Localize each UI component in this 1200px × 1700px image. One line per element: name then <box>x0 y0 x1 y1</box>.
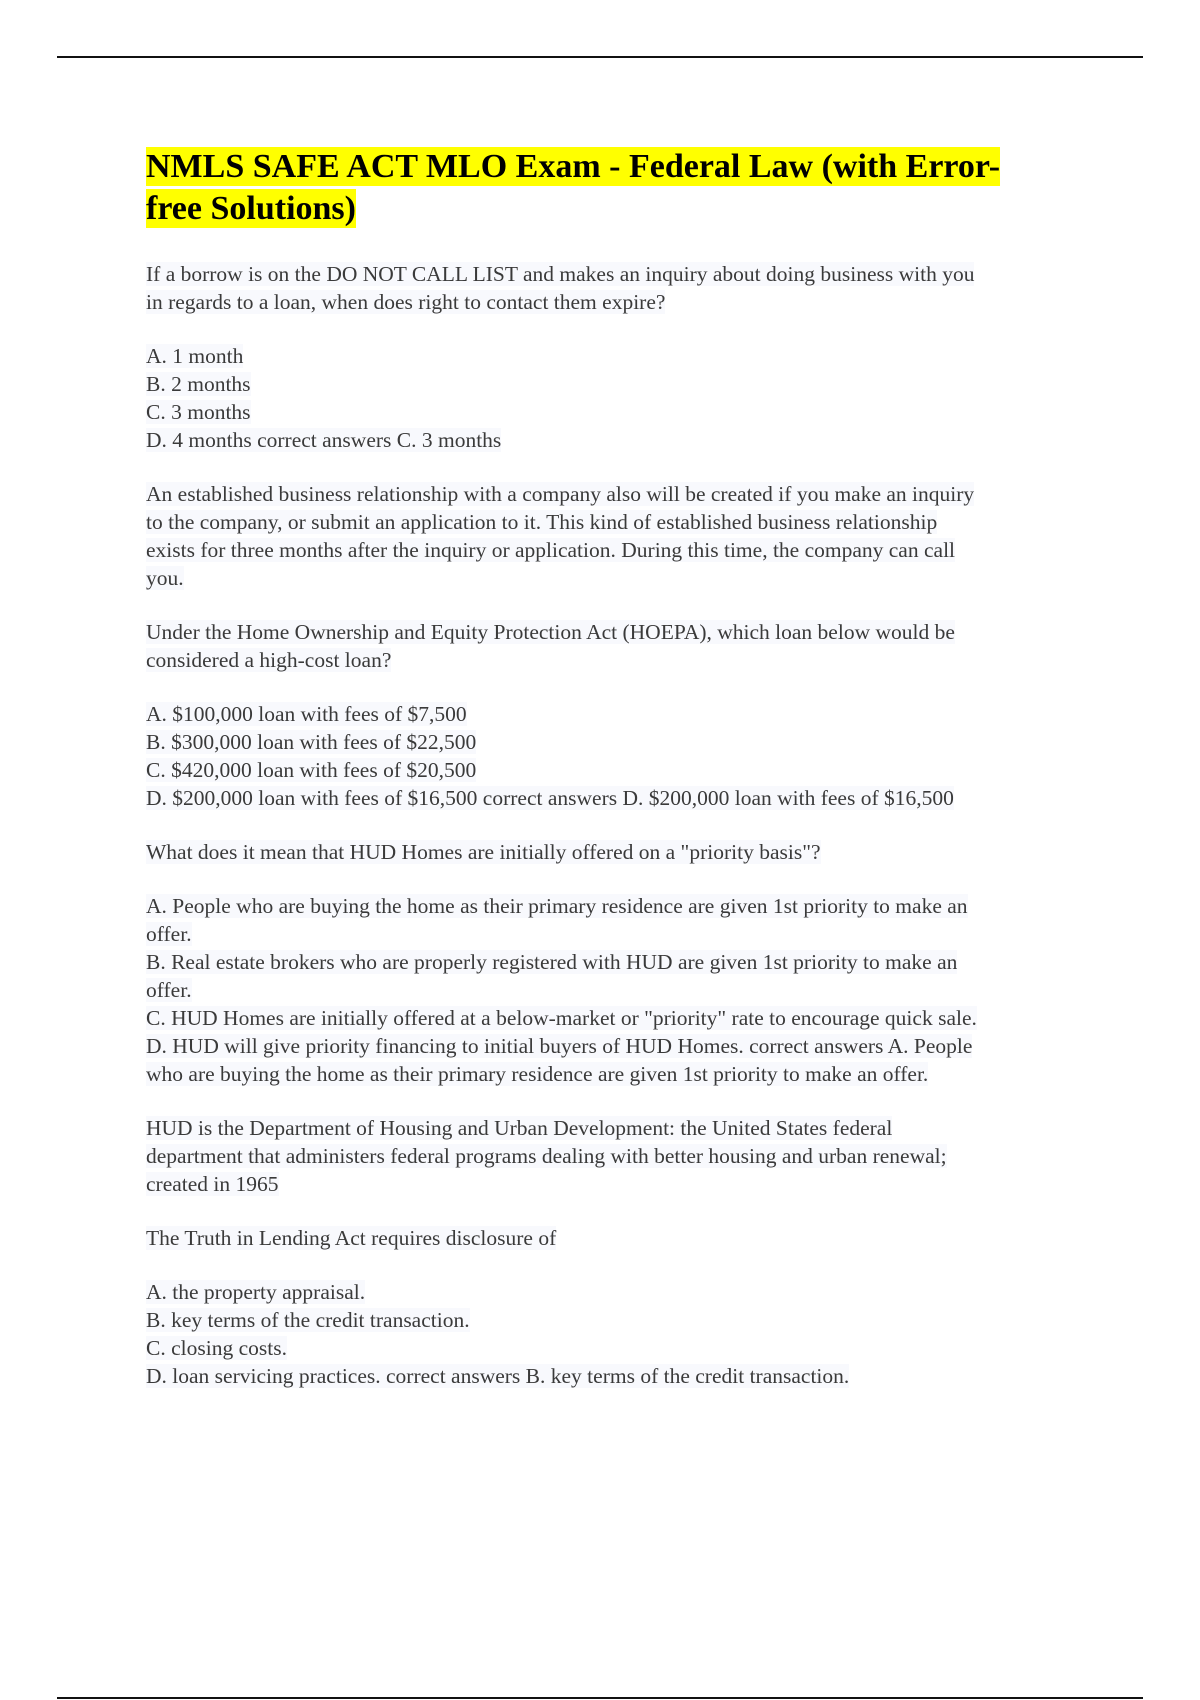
text-line: you. <box>146 566 184 590</box>
header-rule <box>57 56 1143 58</box>
option-line: A. People who are buying the home as their primary residence are given 1st priority to make an <box>146 894 968 918</box>
option-line: B. Real estate brokers who are properly registered with HUD are given 1st priority to make an <box>146 950 958 974</box>
option-line: C. $420,000 loan with fees of $20,500 <box>146 758 477 782</box>
title-line: NMLS SAFE ACT MLO Exam - Federal Law (with Error- <box>146 148 1001 185</box>
option-line: B. $300,000 loan with fees of $22,500 <box>146 730 477 754</box>
explanation-block <box>146 1114 1086 1198</box>
document-title <box>146 146 1086 230</box>
text-line: An established business relationship with a company also will be created if you make an inquiry <box>146 482 975 506</box>
text-line: in regards to a loan, when does right to contact them expire? <box>146 290 666 314</box>
answer-options <box>146 342 1086 454</box>
option-line: B. key terms of the credit transaction. <box>146 1308 470 1332</box>
text-line: exists for three months after the inquiry or application. During this time, the company can call <box>146 538 956 562</box>
text-line: If a borrow is on the DO NOT CALL LIST and makes an inquiry about doing business with you <box>146 262 975 286</box>
option-line: D. loan servicing practices. correct answers B. key terms of the credit transaction. <box>146 1364 850 1388</box>
option-line: A. the property appraisal. <box>146 1280 366 1304</box>
question-block <box>146 838 1086 866</box>
question-block <box>146 618 1086 674</box>
text-line: considered a high-cost loan? <box>146 648 392 672</box>
option-line: offer. <box>146 978 192 1002</box>
answer-options <box>146 700 1086 812</box>
text-line: to the company, or submit an application to it. This kind of established business relationship <box>146 510 938 534</box>
footer-rule <box>57 1697 1143 1699</box>
title-line: free Solutions) <box>146 190 356 227</box>
text-line: HUD is the Department of Housing and Urban Development: the United States federal <box>146 1116 893 1140</box>
text-line: department that administers federal programs dealing with better housing and urban renewal; <box>146 1144 947 1168</box>
option-line: B. 2 months <box>146 372 251 396</box>
option-line: offer. <box>146 922 192 946</box>
text-line: created in 1965 <box>146 1172 279 1196</box>
text-line: Under the Home Ownership and Equity Protection Act (HOEPA), which loan below would be <box>146 620 955 644</box>
document-body <box>146 146 1086 1416</box>
text-line: The Truth in Lending Act requires disclosure of <box>146 1226 557 1250</box>
option-line: A. 1 month <box>146 344 244 368</box>
option-line: who are buying the home as their primary residence are given 1st priority to make an offer. <box>146 1062 929 1086</box>
option-line: C. HUD Homes are initially offered at a below-market or "priority" rate to encourage quick sale. <box>146 1006 977 1030</box>
explanation-block <box>146 480 1086 592</box>
answer-options <box>146 892 1086 1088</box>
option-line: A. $100,000 loan with fees of $7,500 <box>146 702 467 726</box>
option-line: D. HUD will give priority financing to initial buyers of HUD Homes. correct answers A. People <box>146 1034 973 1058</box>
question-block <box>146 260 1086 316</box>
option-line: C. closing costs. <box>146 1336 287 1360</box>
text-line: What does it mean that HUD Homes are initially offered on a "priority basis"? <box>146 840 821 864</box>
answer-options <box>146 1278 1086 1390</box>
option-line: C. 3 months <box>146 400 251 424</box>
option-line: D. 4 months correct answers C. 3 months <box>146 428 502 452</box>
question-block <box>146 1224 1086 1252</box>
option-line: D. $200,000 loan with fees of $16,500 correct answers D. $200,000 loan with fees of $16,500 <box>146 786 954 810</box>
